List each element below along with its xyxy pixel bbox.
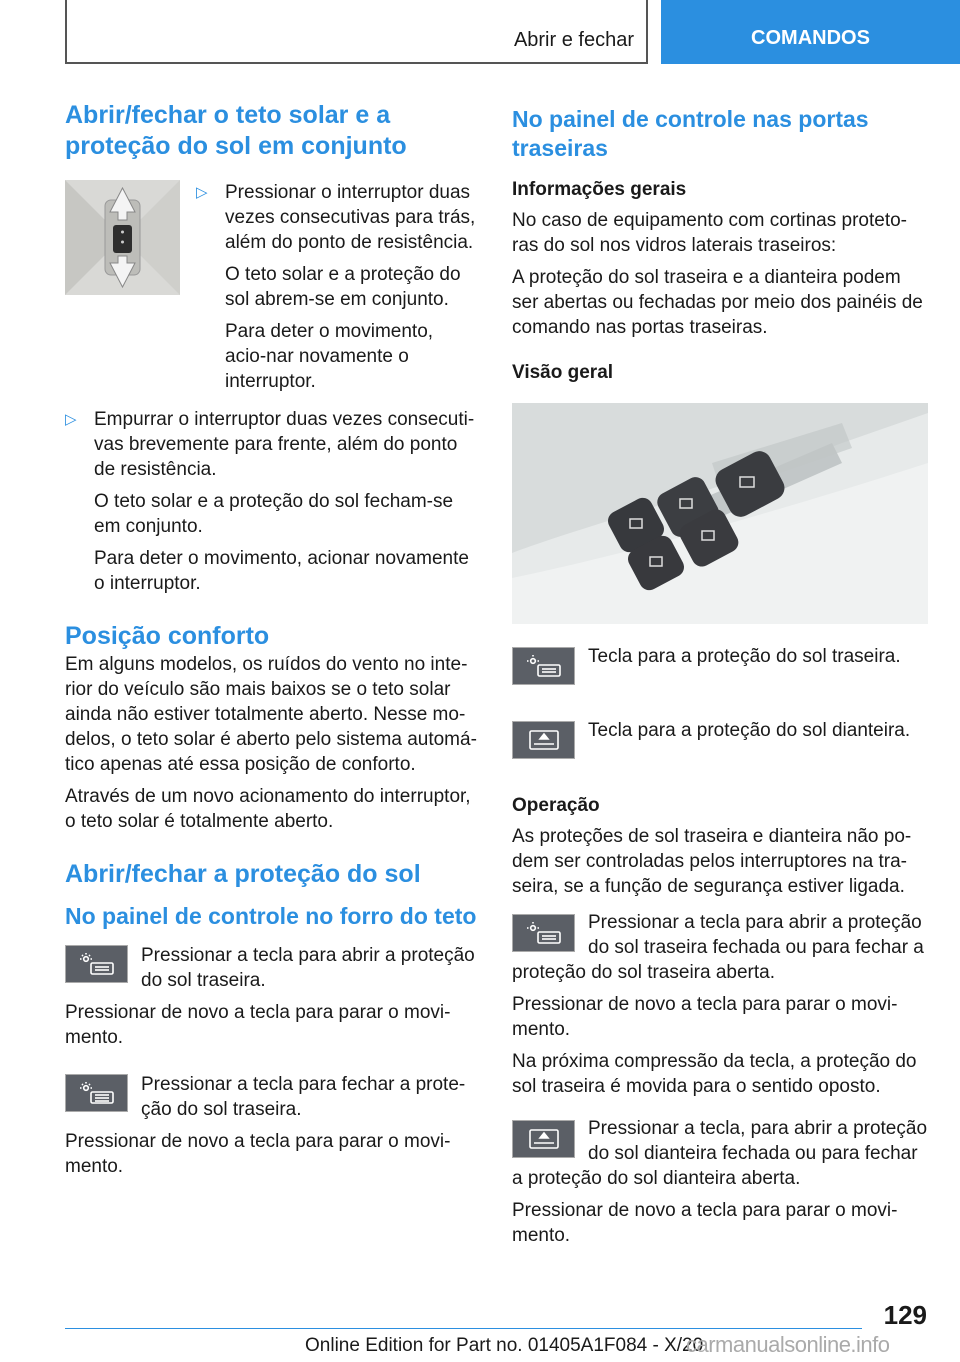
legend-text: Tecla para a proteção do sol traseira.	[588, 646, 901, 667]
heading-overview: Visão geral	[512, 362, 614, 383]
paragraph: Pressionar a tecla para fechar a prote-ção do sol traseira.	[141, 1074, 466, 1120]
paragraph: Pressionar a tecla para abrir a proteção do sol traseira.	[141, 945, 475, 991]
paragraph: Pressionar a tecla para abrir a proteção do sol traseira fechada ou para fechar a proteção do sol traseira aberta.	[512, 912, 924, 983]
header-box	[65, 0, 648, 64]
roof-switch-image	[65, 180, 180, 295]
paragraph: Pressionar de novo a tecla para parar o movi-mento.	[65, 1002, 451, 1048]
rear-sunblind-key-icon[interactable]	[512, 914, 575, 952]
rear-sunblind-key-icon[interactable]	[65, 945, 128, 983]
paragraph: Pressionar de novo a tecla para parar o movi-mento.	[512, 994, 898, 1040]
rear-sunblind-close-key-icon[interactable]	[65, 1074, 128, 1112]
right-column	[512, 105, 932, 1248]
page-number: 129	[883, 1300, 927, 1330]
paragraph: Na próxima compressão da tecla, a proteção do sol traseira é movida para o sentido oposto.	[512, 1051, 917, 1097]
rear-sunblind-key-icon	[512, 647, 575, 685]
chapter-tab[interactable]: COMANDOS	[661, 0, 960, 64]
paragraph: A proteção do sol traseira e a dianteira podem ser abertas ou fechadas por meio dos painéis de comando nas portas traseiras.	[512, 267, 923, 338]
bullet-text: Para deter o movimento, acio-nar novamente o interruptor.	[225, 321, 434, 392]
list-item	[65, 407, 477, 596]
left-column	[65, 100, 477, 1179]
heading-roof-panel: No painel de controle no forro do teto	[65, 903, 477, 929]
roof-icon-row-2	[65, 1072, 477, 1122]
op-icon-para-1	[512, 910, 932, 985]
bullet-text: O teto solar e a proteção do sol abrem-se em conjunto.	[225, 264, 461, 310]
heading-operation: Operação	[512, 795, 600, 816]
paragraph: Pressionar de novo a tecla para parar o movi-mento.	[65, 1131, 451, 1177]
bullet-text: Empurrar o interruptor duas vezes consecuti-vas brevemente para frente, além do ponto de resistência.	[94, 409, 475, 480]
paragraph: No caso de equipamento com cortinas proteto-ras do sol nos vidros laterais traseiros:	[512, 210, 907, 256]
list-item	[196, 180, 477, 394]
edition-text: Online Edition for Part no. 01405A1F084 - X/20	[305, 1335, 704, 1356]
door-panel-image	[512, 403, 928, 624]
op-icon-para-2	[512, 1116, 932, 1191]
heading-rear-doors: No painel de controle nas portas traseiras	[512, 106, 869, 161]
triangle-bullet-icon: ▷	[196, 184, 208, 201]
triangle-bullet-icon: ▷	[65, 411, 77, 428]
paragraph: Pressionar de novo a tecla para parar o movi-mento.	[512, 1200, 898, 1246]
switch-block	[65, 180, 477, 394]
paragraph: Em alguns modelos, os ruídos do vento no inte-rior do veículo são mais baixos se o teto solar ainda não estiver totalmente aberto. Nesse mo-delos, o teto solar é aberto pelo sistema automá-tico apenas até essa posição de conforto.	[65, 654, 477, 775]
paragraph: As proteções de sol traseira e dianteira não po-dem ser controladas pelos interruptores na tra-seira, se a função de segurança estiver ligada.	[512, 826, 912, 897]
bullet-text: Para deter o movimento, acionar novamente o interruptor.	[94, 548, 469, 594]
watermark: carmanualsonline.info	[686, 1332, 890, 1357]
front-sunblind-key-icon[interactable]	[512, 1120, 575, 1158]
bullet-text: O teto solar e a proteção do sol fecham-se em conjunto.	[94, 491, 454, 537]
heading-general: Informações gerais	[512, 179, 687, 200]
front-sunblind-key-icon	[512, 721, 575, 759]
legend-rear-row	[512, 644, 932, 685]
heading-sunblind: Abrir/fechar a proteção do sol	[65, 860, 421, 888]
heading-open-close-together: Abrir/fechar o teto solar e a proteção do sol em conjunto	[65, 101, 407, 160]
paragraph: Pressionar a tecla, para abrir a proteção do sol dianteira fechada ou para fechar a proteção do sol dianteira aberta.	[512, 1118, 928, 1189]
legend-text: Tecla para a proteção do sol dianteira.	[588, 720, 911, 741]
bullet-text: Pressionar o interruptor duas vezes consecutivas para trás, além do ponto de resistência.	[225, 182, 476, 253]
footer-divider	[65, 1328, 862, 1329]
legend-front-row	[512, 718, 932, 759]
section-title: Abrir e fechar	[513, 29, 634, 51]
heading-comfort: Posição conforto	[65, 622, 270, 650]
paragraph: Através de um novo acionamento do interruptor, o teto solar é totalmente aberto.	[65, 786, 471, 832]
roof-icon-row-1	[65, 943, 477, 993]
